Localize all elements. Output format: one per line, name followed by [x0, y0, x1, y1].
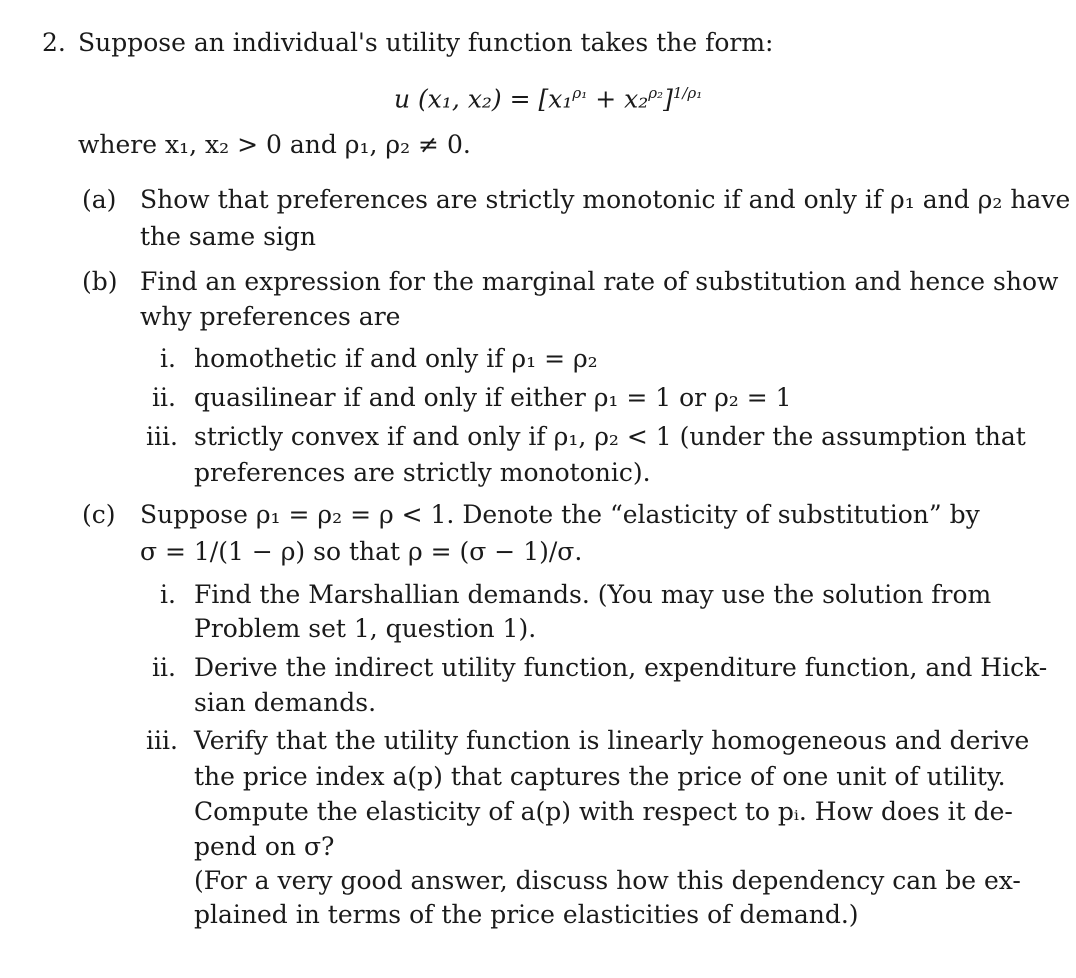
- problem-intro: Suppose an individual's utility function takes the form:: [78, 28, 774, 57]
- part-c-iii-line5: (For a very good answer, discuss how this dependency can be ex-: [194, 866, 1021, 895]
- part-b-iii-line1: strictly convex if and only if ρ₁, ρ₂ < 1 (under the assumption that: [194, 422, 1026, 451]
- part-b-ii-label: ii.: [152, 383, 176, 412]
- part-c-line1: Suppose ρ₁ = ρ₂ = ρ < 1. Denote the “elasticity of substitution” by: [140, 500, 980, 529]
- part-c-iii-line2: the price index a(p) that captures the price of one unit of utility.: [194, 762, 1006, 791]
- part-b-ii-text: quasilinear if and only if either ρ₁ = 1 or ρ₂ = 1: [194, 383, 792, 412]
- part-c-iii-line3: Compute the elasticity of a(p) with respect to pᵢ. How does it de-: [194, 797, 1013, 826]
- equation-sup-exponent: 1/ρ₁: [672, 84, 703, 102]
- equation-sup-rho2: ρ₂: [648, 84, 664, 102]
- problem-number-text: 2.: [42, 28, 66, 57]
- part-a-line2: the same sign: [140, 222, 317, 251]
- equation-mid: + x₂: [587, 84, 649, 114]
- part-c-ii-line1: Derive the indirect utility function, expenditure function, and Hick-: [194, 653, 1048, 682]
- part-b-iii-label: iii.: [146, 422, 178, 451]
- part-b-label: (b): [82, 267, 118, 296]
- part-c-i-label: i.: [160, 580, 176, 609]
- part-c-i-line1: Find the Marshallian demands. (You may use the solution from: [194, 580, 992, 609]
- part-a-label: (a): [82, 185, 117, 214]
- part-b-line1: Find an expression for the marginal rate of substitution and hence show: [140, 267, 1059, 296]
- part-c-iii-line4: pend on σ?: [194, 832, 335, 861]
- part-c-iii-line6: plained in terms of the price elasticities of demand.): [194, 900, 859, 929]
- part-c-ii-label: ii.: [152, 653, 176, 682]
- part-c-iii-line1: Verify that the utility function is linearly homogeneous and derive: [194, 726, 1030, 755]
- part-b-i-text: homothetic if and only if ρ₁ = ρ₂: [194, 344, 598, 373]
- part-c-label: (c): [82, 500, 116, 529]
- part-b-iii-line2: preferences are strictly monotonic).: [194, 458, 651, 487]
- part-a-line1: Show that preferences are strictly monotonic if and only if ρ₁ and ρ₂ have: [140, 185, 1071, 214]
- problem-number: [42, 26, 66, 60]
- part-b-i-label: i.: [160, 344, 176, 373]
- equation-close: ]: [663, 84, 673, 114]
- part-c-iii-label: iii.: [146, 726, 178, 755]
- equation-lhs: u (x₁, x₂) = [x₁: [394, 84, 573, 114]
- utility-equation: [394, 76, 702, 116]
- part-c-ii-line2: sian demands.: [194, 688, 377, 717]
- where-clause: where x₁, x₂ > 0 and ρ₁, ρ₂ ≠ 0.: [78, 130, 471, 159]
- part-c-i-line2: Problem set 1, question 1).: [194, 614, 537, 643]
- equation-sup-rho1: ρ₁: [572, 84, 588, 102]
- part-c-line2: σ = 1/(1 − ρ) so that ρ = (σ − 1)/σ.: [140, 537, 583, 566]
- part-b-line2: why preferences are: [140, 302, 401, 331]
